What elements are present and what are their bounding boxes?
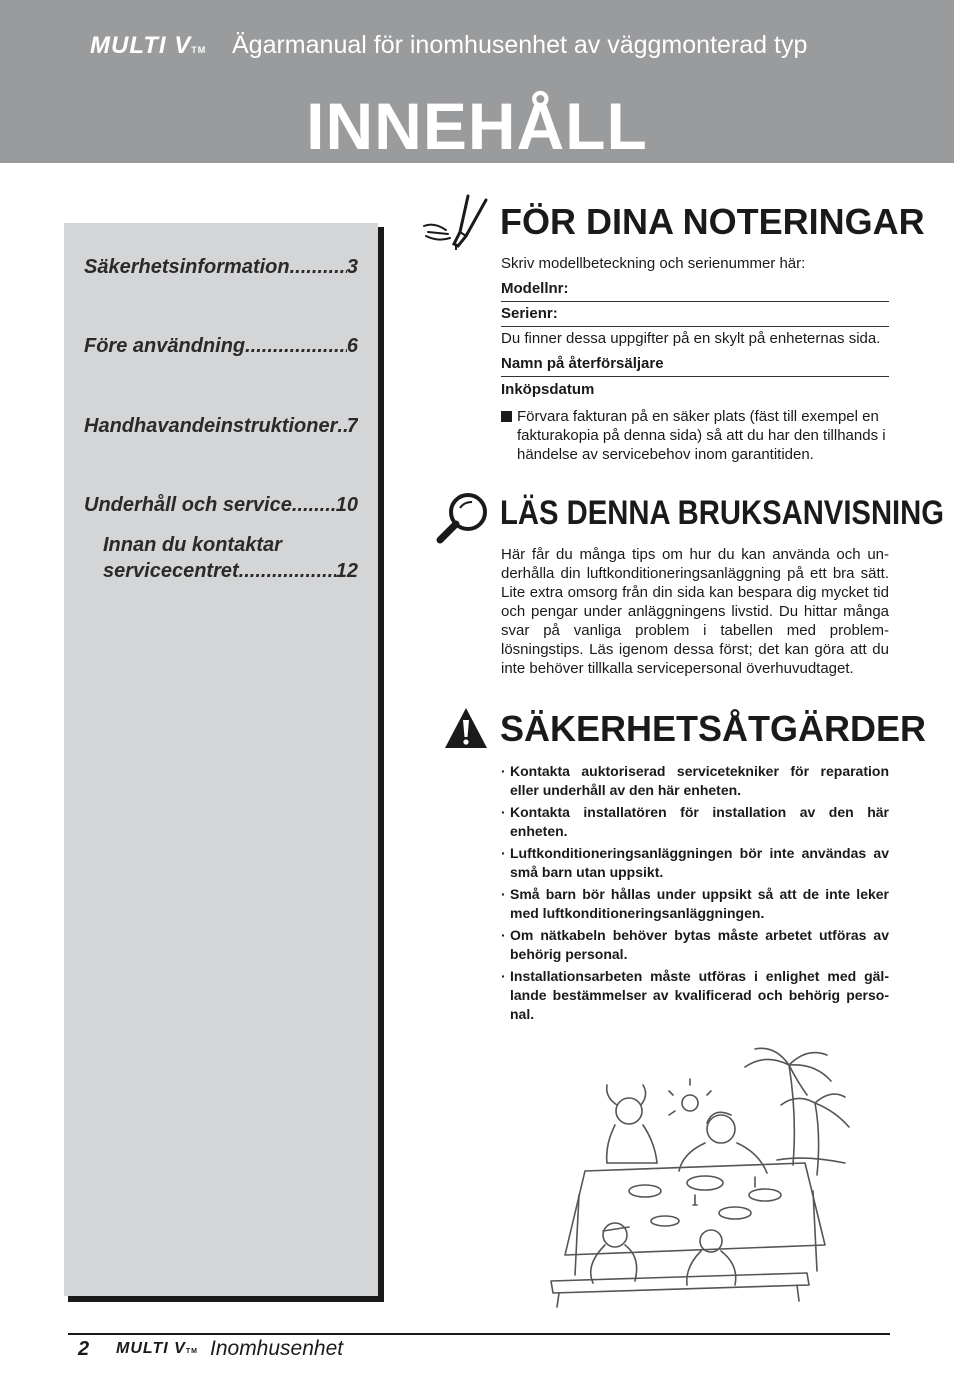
purchase-date-field[interactable]: Inköpsdatum <box>501 381 595 398</box>
list-item: · Installationsarbeten måste utföras i enlighet med gällande bestämmelser av kvalificerad och behörig personal. <box>501 967 889 1024</box>
toc-item[interactable]: Handhavandeinstruktioner ..... 7 <box>84 415 358 438</box>
list-item: · Luftkonditioneringsanläggningen bör inte användas av små barn utan uppsikt. <box>501 844 889 882</box>
warning-icon <box>443 706 489 750</box>
picnic-illustration <box>545 1045 855 1310</box>
header-subtitle: Ägarmanual för inomhusenhet av väggmonterad typ <box>232 31 808 59</box>
notes-info: Du finner dessa uppgifter på en skylt på enheternas sida. <box>501 330 881 347</box>
dealer-name-field[interactable]: Namn på återförsäljare <box>501 355 889 377</box>
safety-section-title: SÄKERHETSÅTGÄRDER <box>500 708 927 749</box>
footer-rule <box>68 1333 890 1335</box>
footer-text: Inomhusenhet <box>210 1337 344 1360</box>
list-item: · Om nätkabeln behöver bytas måste arbetet utföras av behörig personal. <box>501 926 889 964</box>
list-item: · Kontakta auktoriserad servicetekniker för reparation eller underhåll av den här enheten. <box>501 762 889 800</box>
toc-item[interactable]: Innan du kontaktar servicecentret ..... 12 <box>103 534 358 583</box>
page-header <box>0 0 954 163</box>
invoice-note: Förvara fakturan på en säker plats (fäst till exempel en fakturakopia på denna sida) så att du har den tillhands i händelse av servicebehov inom garantitiden. <box>501 407 889 464</box>
toc-panel <box>64 223 378 1296</box>
list-item: · Små barn bör hållas under uppsikt så att de inte leker med luftkonditioneringsanläggningen. <box>501 885 889 923</box>
footer-brand-logo: MULTI VTM <box>116 1340 198 1357</box>
list-item: · Kontakta installatören för installation av den här enheten. <box>501 803 889 841</box>
page-title: INNEHÅLL <box>306 89 648 163</box>
page-number: 2 <box>78 1338 90 1360</box>
notes-intro: Skriv modellbeteckning och serienummer här: <box>501 255 806 272</box>
notes-section-title: FÖR DINA NOTERINGAR <box>500 201 925 242</box>
serial-number-field[interactable]: Serienr: <box>501 305 889 327</box>
pen-icon <box>420 192 492 254</box>
toc-item[interactable]: Säkerhetsinformation ..... 3 <box>84 256 358 279</box>
read-section-title: LÄS DENNA BRUKSANVISNING <box>500 494 945 532</box>
square-bullet-icon <box>501 411 512 422</box>
model-number-field[interactable]: Modellnr: <box>501 280 889 302</box>
toc-item[interactable]: Före användning ..... 6 <box>84 335 358 358</box>
toc-item[interactable]: Underhåll och service ..... 10 <box>84 494 358 517</box>
brand-logo: MULTI VTM <box>90 32 207 59</box>
read-section-body: Här får du många tips om hur du kan använda och underhålla din luftkonditioneringsanläggning på ett bra sätt. Lite extra omsorg från din sida kan bespara dig mycket tid och pengar under anläggningens livstid. Du hittar många svar på vanliga problem i tabellen med problemlösningstips. Läs igenom dessa först; det kan göra att du inte behöver tillkalla servicepersonal överhuvudtaget. <box>501 546 889 677</box>
safety-list <box>501 762 889 1027</box>
magnifier-icon <box>434 490 494 546</box>
